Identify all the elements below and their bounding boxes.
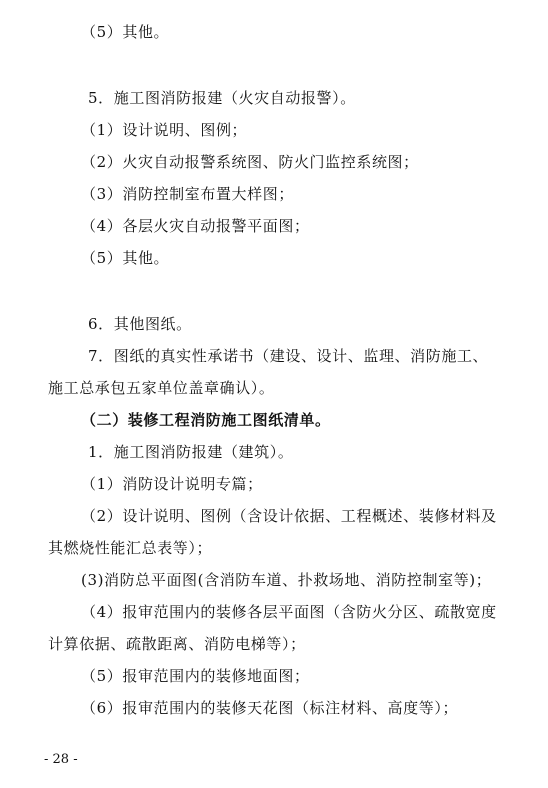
list-item-control-room-layout: （3）消防控制室布置大样图； <box>81 185 294 203</box>
section-heading-decoration-list: （二）装修工程消防施工图纸清单。 <box>81 411 331 429</box>
list-item-other-2: （5）其他。 <box>81 249 170 267</box>
page-number: - 28 - <box>44 752 78 767</box>
list-item-other-1: （5）其他。 <box>81 23 170 41</box>
list-item-design-notes-legend-cont: 其燃烧性能汇总表等）； <box>48 539 213 557</box>
list-item-ceiling-plan: （6）报审范围内的装修天花图（标注材料、高度等）； <box>81 699 459 717</box>
list-item-design-notes: （1）设计说明、图例； <box>81 121 248 139</box>
list-item-fire-design-chapter: （1）消防设计说明专篇； <box>81 475 263 493</box>
list-item-design-notes-legend: （2）设计说明、图例（含设计依据、工程概述、装修材料及 <box>81 507 497 525</box>
list-item-floor-plans: （4）报审范围内的装修各层平面图（含防火分区、疏散宽度 <box>81 603 497 621</box>
section-heading-construction: 1．施工图消防报建（建筑）。 <box>88 443 294 461</box>
list-item-floor-plans-cont: 计算依据、疏散距离、消防电梯等）； <box>48 635 306 653</box>
paragraph-authenticity-pledge-cont: 施工总承包五家单位盖章确认）。 <box>48 379 275 397</box>
list-item-alarm-system-diagram: （2）火灾自动报警系统图、防火门监控系统图； <box>81 153 419 171</box>
list-item-site-plan: (3)消防总平面图(含消防车道、扑救场地、消防控制室等)； <box>81 571 492 589</box>
section-heading-other-drawings: 6．其他图纸。 <box>88 315 192 333</box>
section-heading-fire-alarm: 5．施工图消防报建（火灾自动报警）。 <box>88 89 356 107</box>
paragraph-authenticity-pledge: 7．图纸的真实性承诺书（建设、设计、监理、消防施工、 <box>88 347 489 365</box>
list-item-floor-finish-plan: （5）报审范围内的装修地面图； <box>81 667 310 685</box>
list-item-floor-alarm-plans: （4）各层火灾自动报警平面图； <box>81 217 310 235</box>
